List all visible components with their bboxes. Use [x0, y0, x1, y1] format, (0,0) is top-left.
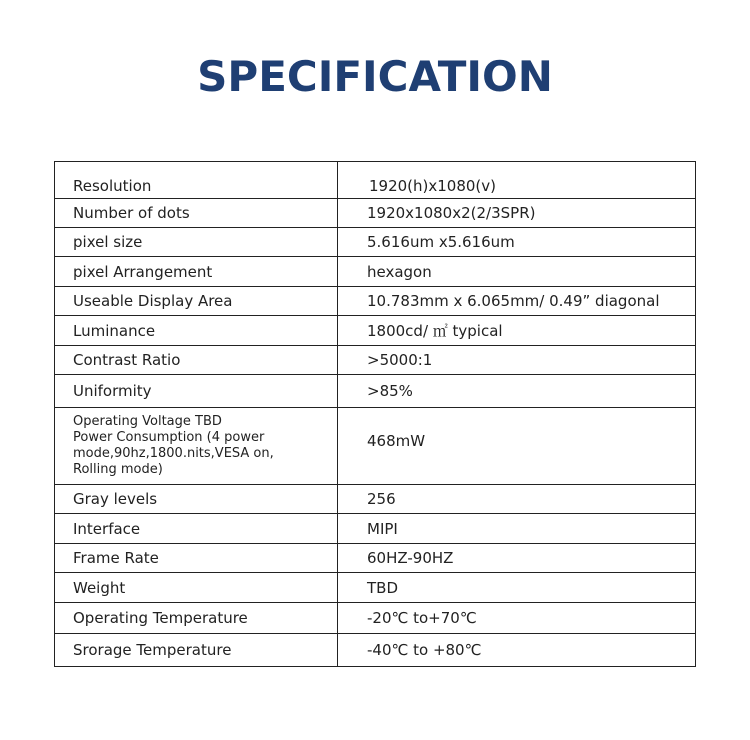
param-value: TBD — [338, 573, 696, 603]
param-label: Operating Voltage TBD Power Consumption (4 power mode,90hz,1800.nits,VESA on, Rolling mode) — [55, 408, 338, 485]
param-value: >5000:1 — [338, 346, 696, 375]
param-value: >85% — [338, 375, 696, 408]
param-label: Operating Temperature — [55, 603, 338, 634]
param-value: 10.783mm x 6.065mm/ 0.49” diagonal — [338, 287, 696, 316]
param-label: Contrast Ratio — [55, 346, 338, 375]
table-row — [55, 199, 696, 228]
param-value: -40℃ to +80℃ — [338, 634, 696, 667]
table-row — [55, 514, 696, 544]
param-label: Resolution — [55, 162, 338, 199]
table-row — [55, 544, 696, 573]
table-row — [55, 162, 696, 199]
param-value: 256 — [338, 485, 696, 514]
param-value: 1920x1080x2(2/3SPR) — [338, 199, 696, 228]
param-value: 468mW — [338, 408, 696, 485]
param-value: 1800cd/ ㎡ typical — [338, 316, 696, 346]
param-label: Uniformity — [55, 375, 338, 408]
table-row — [55, 485, 696, 514]
table-row — [55, 375, 696, 408]
table-row — [55, 573, 696, 603]
table-row — [55, 257, 696, 287]
table-row — [55, 634, 696, 667]
param-label: Frame Rate — [55, 544, 338, 573]
param-value: 1920(h)x1080(v) — [338, 162, 696, 199]
param-label: Gray levels — [55, 485, 338, 514]
param-value: hexagon — [338, 257, 696, 287]
param-value: -20℃ to+70℃ — [338, 603, 696, 634]
table-row — [55, 228, 696, 257]
param-label: Luminance — [55, 316, 338, 346]
table-row — [55, 287, 696, 316]
param-label: Srorage Temperature — [55, 634, 338, 667]
specification-table — [54, 161, 696, 667]
param-label: Interface — [55, 514, 338, 544]
param-label: Number of dots — [55, 199, 338, 228]
param-label: Weight — [55, 573, 338, 603]
param-label: pixel size — [55, 228, 338, 257]
table-row — [55, 603, 696, 634]
param-value: 60HZ-90HZ — [338, 544, 696, 573]
param-value: MIPI — [338, 514, 696, 544]
param-value: 5.616um x5.616um — [338, 228, 696, 257]
table-row — [55, 408, 696, 485]
param-label: Useable Display Area — [55, 287, 338, 316]
param-label: pixel Arrangement — [55, 257, 338, 287]
table-row — [55, 316, 696, 346]
page-title: SPECIFICATION — [197, 52, 553, 101]
table-row — [55, 346, 696, 375]
